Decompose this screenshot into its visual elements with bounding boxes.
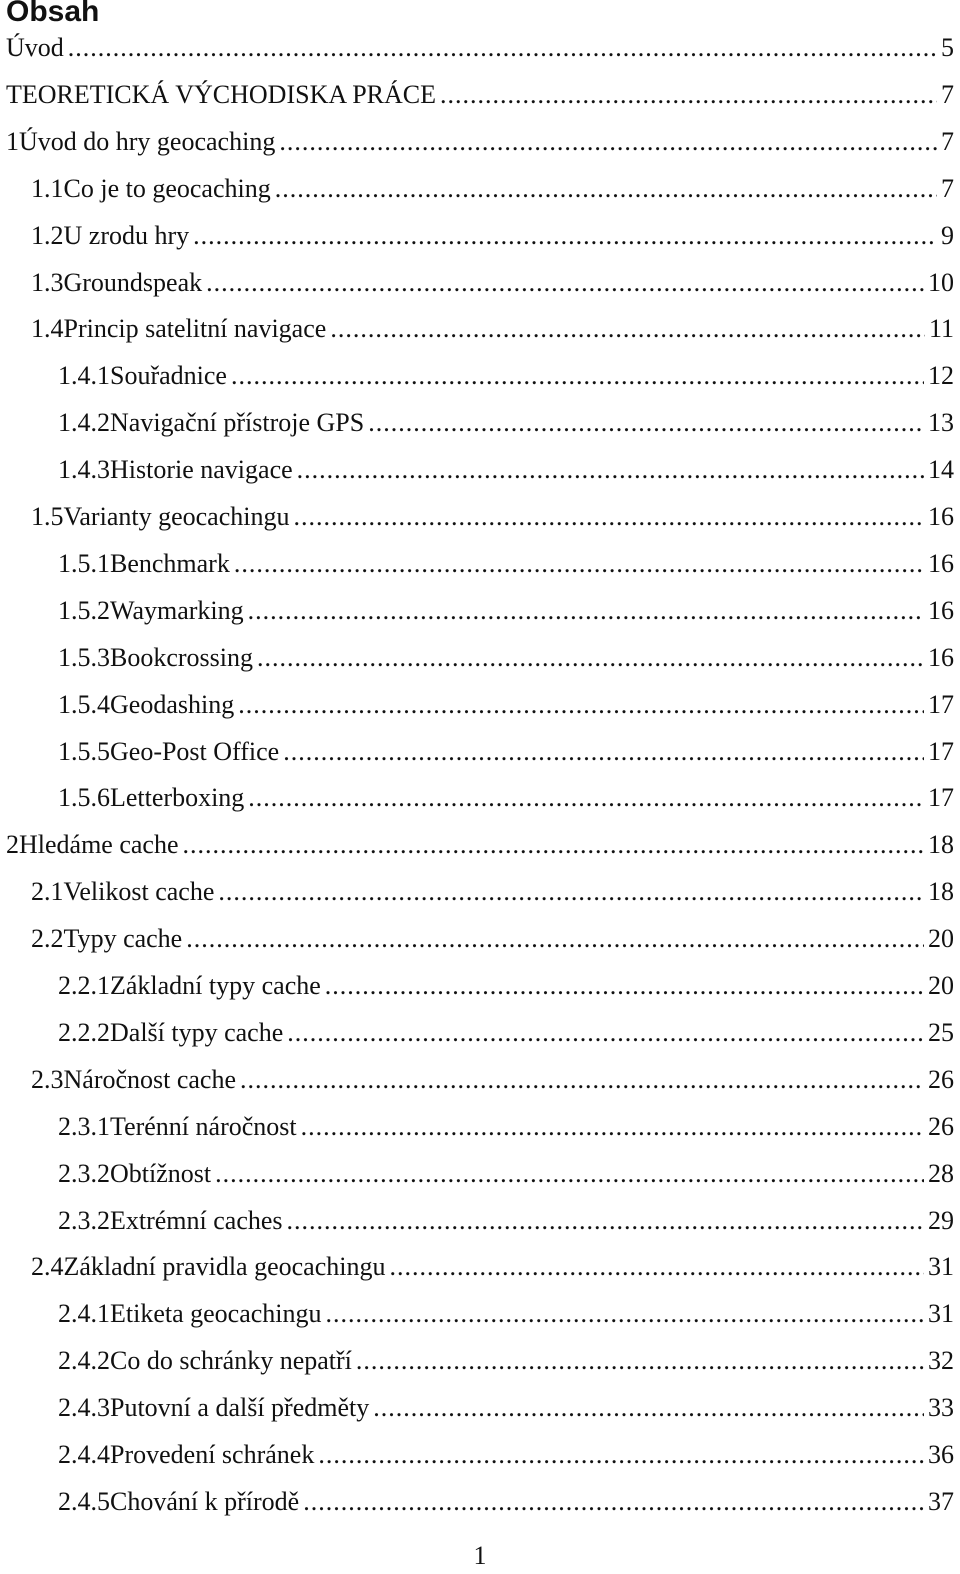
toc-entry-title: Souřadnice [110,361,227,391]
toc-leader-dots [183,823,924,867]
toc-entry-title: Putovní a další předměty [110,1393,370,1423]
toc-entry-title: TEORETICKÁ VÝCHODISKA PRÁCE [6,79,436,109]
toc-leader-dots [287,1199,924,1243]
toc-leader-dots [218,870,924,914]
toc-entry-title: Letterboxing [110,783,245,813]
toc-entry-page: 7 [941,79,954,109]
toc-leader-dots [303,1480,924,1524]
toc-entry-number: 1 [6,126,19,156]
toc-entry[interactable] [58,1152,954,1196]
toc-entry-number: 2.3.2 [58,1158,110,1188]
toc-entry-page: 20 [928,924,954,954]
toc-leader-dots [206,261,924,305]
toc-entry-number: 1.5 [31,502,64,531]
toc-entry-number: 1.4.2 [58,408,110,438]
toc-entry[interactable] [31,917,954,961]
toc-leader-dots [240,1058,924,1102]
toc-entry-title: Benchmark [110,548,230,578]
toc-entry-title: Geodashing [110,689,235,719]
toc-leader-dots [297,448,924,492]
toc-leader-dots [293,495,924,539]
toc-entry-number: 2.3 [31,1064,64,1094]
toc-entry-number: 2.2.1 [58,971,110,1000]
toc-entry[interactable] [58,1386,954,1430]
toc-entry[interactable] [31,167,954,211]
toc-entry-title: Groundspeak [63,267,203,297]
toc-entry-title: Hledáme cache [19,830,179,860]
toc-entry-title: Extrémní caches [110,1205,283,1235]
toc-entry-page: 12 [928,361,954,391]
toc-entry-title: Chování k přírodě [110,1486,300,1516]
toc-leader-dots [215,1152,924,1196]
toc-entry-number: 1.5.1 [58,548,110,578]
toc-entry-title: Velikost cache [63,877,215,907]
toc-entry-title: Další typy cache [110,1017,284,1047]
toc-entry-number: 1.4.3 [58,455,110,485]
toc-entry-title: Typy cache [63,924,183,954]
toc-entry-page: 10 [928,267,954,297]
toc-entry-number: 2.4.1 [58,1299,110,1329]
toc-entry-number: 1.5.5 [58,736,110,766]
toc-leader-dots [330,307,925,351]
toc-entry-page: 32 [928,1346,954,1376]
toc-entry-title: Navigační přístroje GPS [110,408,365,438]
toc-entry-title: Bookcrossing [110,642,253,672]
toc-entry-title: Provedení schránek [110,1440,315,1469]
toc-entry-number: 2.2.2 [58,1017,110,1047]
page-title: Obsah [6,0,100,28]
toc-leader-dots [257,636,924,680]
toc-entry[interactable] [6,73,954,117]
toc-entry-title: U zrodu hry [63,220,190,250]
toc-entry-number: 1.2 [31,220,64,250]
toc-entry[interactable] [58,1339,954,1383]
toc-entry-title: Co do schránky nepatří [110,1346,352,1376]
page-number: 1 [473,1541,487,1570]
toc-entry[interactable] [58,1199,954,1243]
toc-leader-dots [248,589,924,633]
toc-entry[interactable] [31,261,954,305]
toc-entry-number: 2.1 [31,877,64,907]
toc-entry-page: 28 [928,1158,954,1188]
toc-entry-title: Geo-Post Office [110,736,280,766]
toc-leader-dots [356,1339,924,1383]
toc-entry-title: Etiketa geocachingu [110,1299,322,1329]
toc-leader-dots [389,1245,924,1289]
toc-entry[interactable] [58,1105,954,1149]
toc-entry[interactable] [31,870,954,914]
toc-entry-title: Úvod [6,33,64,62]
toc-entry-page: 31 [928,1252,954,1282]
toc-entry-number: 2.4.3 [58,1393,110,1423]
toc-entry-page: 26 [928,1111,954,1141]
toc-entry-number: 2.4.2 [58,1346,110,1376]
toc-entry[interactable] [58,776,954,820]
toc-entry-page: 37 [928,1486,954,1516]
toc-leader-dots [186,917,924,961]
toc-entry[interactable] [6,26,954,70]
toc-entry-number: 1.1 [31,173,64,203]
toc-entry[interactable] [6,120,954,164]
toc-entry[interactable] [6,823,954,867]
toc-entry-page: 16 [928,548,954,578]
toc-leader-dots [248,776,924,820]
toc-entry-page: 31 [928,1299,954,1329]
toc-entry-page: 18 [928,830,954,860]
toc-entry-page: 7 [941,173,954,203]
toc-entry[interactable] [58,730,954,774]
toc-entry[interactable] [58,1292,954,1336]
toc-entry[interactable] [58,636,954,680]
toc-entry[interactable] [58,1433,954,1477]
toc-entry-number: 1.5.3 [58,642,110,672]
toc-entry-page: 9 [941,220,954,250]
toc-entry-title: Obtížnost [110,1158,212,1188]
toc-leader-dots [440,73,937,117]
toc-leader-dots [301,1105,924,1149]
toc-entry-number: 2.3.2 [58,1205,110,1235]
toc-leader-dots [279,120,937,164]
toc-entry-page: 13 [928,408,954,438]
toc-entry-page: 26 [928,1064,954,1094]
toc-entry-number: 1.5.2 [58,595,110,625]
toc-entry[interactable] [58,683,954,727]
toc-leader-dots [234,542,924,586]
toc-entry-page: 11 [928,314,954,344]
toc-entry-number: 2 [6,830,19,860]
toc-entry[interactable] [31,307,954,351]
toc-entry-page: 20 [928,971,954,1000]
toc-entry[interactable] [31,495,954,539]
toc-entry-page: 16 [928,502,954,531]
toc-entry-page: 5 [941,33,954,62]
toc-leader-dots [368,401,924,445]
toc-leader-dots [373,1386,924,1430]
toc-entry-number: 2.2 [31,924,64,954]
toc-leader-dots [238,683,924,727]
toc-leader-dots [193,214,937,258]
toc-entry[interactable] [31,1245,954,1289]
toc-leader-dots [287,1011,924,1055]
toc-entry[interactable] [58,964,954,1008]
toc-entry-title: Úvod do hry geocaching [19,126,276,156]
toc-leader-dots [326,1292,924,1336]
toc-entry-title: Historie navigace [110,455,293,485]
toc-entry-title: Princip satelitní navigace [63,314,327,344]
toc-entry-page: 25 [928,1017,954,1047]
toc-leader-dots [275,167,937,211]
toc-entry-title: Terénní náročnost [110,1111,297,1141]
toc-entry-page: 7 [941,126,954,156]
toc-entry[interactable] [58,448,954,492]
toc-entry-number: 1.3 [31,267,64,297]
toc-entry-page: 36 [928,1440,954,1469]
toc-entry[interactable] [31,214,954,258]
toc-entry[interactable] [58,354,954,398]
toc-entry-number: 1.4.1 [58,361,110,391]
toc-entry-page: 17 [928,783,954,813]
toc-entry-page: 14 [928,455,954,485]
toc-entry[interactable] [58,1480,954,1524]
toc-entry-number: 2.3.1 [58,1111,110,1141]
toc-entry-title: Náročnost cache [63,1064,237,1094]
toc-entry-number: 1.5.4 [58,689,110,719]
toc-entry[interactable] [31,1058,954,1102]
toc-leader-dots [231,354,924,398]
toc-entry-page: 17 [928,689,954,719]
toc-entry-number: 2.4 [31,1252,64,1282]
toc-entry-title: Základní pravidla geocachingu [63,1252,386,1282]
toc-entry-title: Co je to geocaching [63,173,271,203]
toc-entry-number: 2.4.4 [58,1440,110,1469]
toc-entry-number: 2.4.5 [58,1486,110,1516]
toc-leader-dots [325,964,924,1008]
toc-entry[interactable] [58,542,954,586]
toc-entry-page: 17 [928,736,954,766]
toc-entry-number: 1.4 [31,314,64,344]
toc-entry-page: 29 [928,1205,954,1235]
toc-entry-title: Varianty geocachingu [63,502,290,531]
toc-leader-dots [68,26,937,70]
toc-entry[interactable] [58,1011,954,1055]
toc-entry[interactable] [58,401,954,445]
toc-entry-title: Základní typy cache [110,971,321,1000]
toc-entry-page: 33 [928,1393,954,1423]
toc-entry-number: 1.5.6 [58,783,110,813]
toc-entry-page: 18 [928,877,954,907]
toc-entry-title: Waymarking [110,595,244,625]
toc-leader-dots [318,1433,924,1477]
toc-entry[interactable] [58,589,954,633]
toc-leader-dots [283,730,924,774]
toc-entry-page: 16 [928,642,954,672]
toc-entry-page: 16 [928,595,954,625]
